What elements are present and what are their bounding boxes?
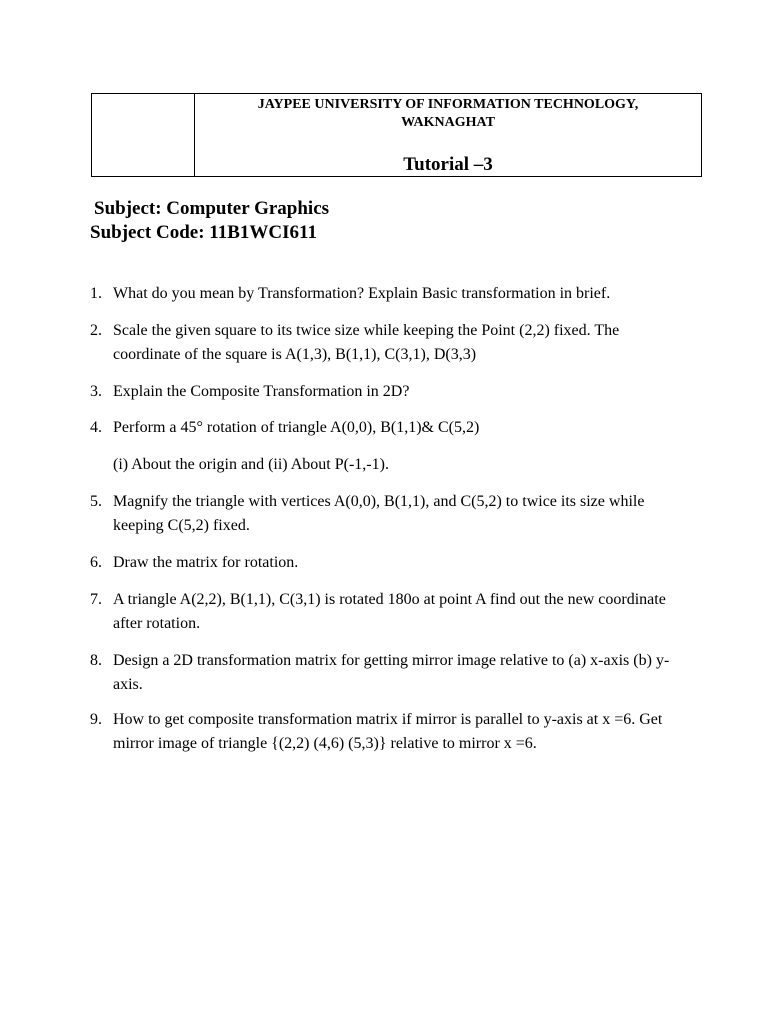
question-text: Explain the Composite Transformation in 2D? <box>113 383 410 400</box>
question-text: Draw the matrix for rotation. <box>113 554 299 571</box>
question-text: A triangle A(2,2), B(1,1), C(3,1) is rotated 180o at point A find out the new coordinate after rotation. <box>113 591 666 632</box>
subject-name: Subject: Computer Graphics <box>94 198 330 219</box>
header-table <box>91 93 702 177</box>
question-text: How to get composite transformation matrix if mirror is parallel to y-axis at x =6. Get mirror image of triangle {(2,2) (4,6) (5,3)} relative to mirror x =6. <box>113 711 663 752</box>
question-text: Scale the given square to its twice size while keeping the Point (2,2) fixed. The coordinate of the square is A(1,3), B(1,1), C(3,1), D(3,3) <box>113 322 620 363</box>
tutorial-title: Tutorial –3 <box>403 154 493 175</box>
question-number: 3. <box>90 383 102 400</box>
question-number: 9. <box>90 711 102 728</box>
question-text: Magnify the triangle with vertices A(0,0), B(1,1), and C(5,2) to twice its size while keeping C(5,2) fixed. <box>113 493 645 534</box>
question-number: 6. <box>90 554 102 571</box>
question-number: 1. <box>90 285 102 302</box>
question-number: 7. <box>90 591 102 608</box>
title-cell <box>195 94 701 176</box>
university-name-line1: JAYPEE UNIVERSITY OF INFORMATION TECHNOLOGY, <box>257 97 639 112</box>
logo-cell <box>92 94 195 176</box>
university-name-line2: WAKNAGHAT <box>401 115 495 130</box>
university-name <box>195 96 701 132</box>
subject-code: Subject Code: 11B1WCI611 <box>90 222 317 243</box>
question-text: Perform a 45° rotation of triangle A(0,0), B(1,1)& C(5,2) <box>113 419 480 436</box>
question-number: 8. <box>90 652 102 669</box>
question-number: 5. <box>90 493 102 510</box>
question-text: (i) About the origin and (ii) About P(-1,-1). <box>113 456 389 473</box>
question-text: What do you mean by Transformation? Explain Basic transformation in brief. <box>113 285 611 302</box>
question-number: 2. <box>90 322 102 339</box>
question-number: 4. <box>90 419 102 436</box>
question-text: Design a 2D transformation matrix for getting mirror image relative to (a) x-axis (b) y-axis. <box>113 652 670 693</box>
